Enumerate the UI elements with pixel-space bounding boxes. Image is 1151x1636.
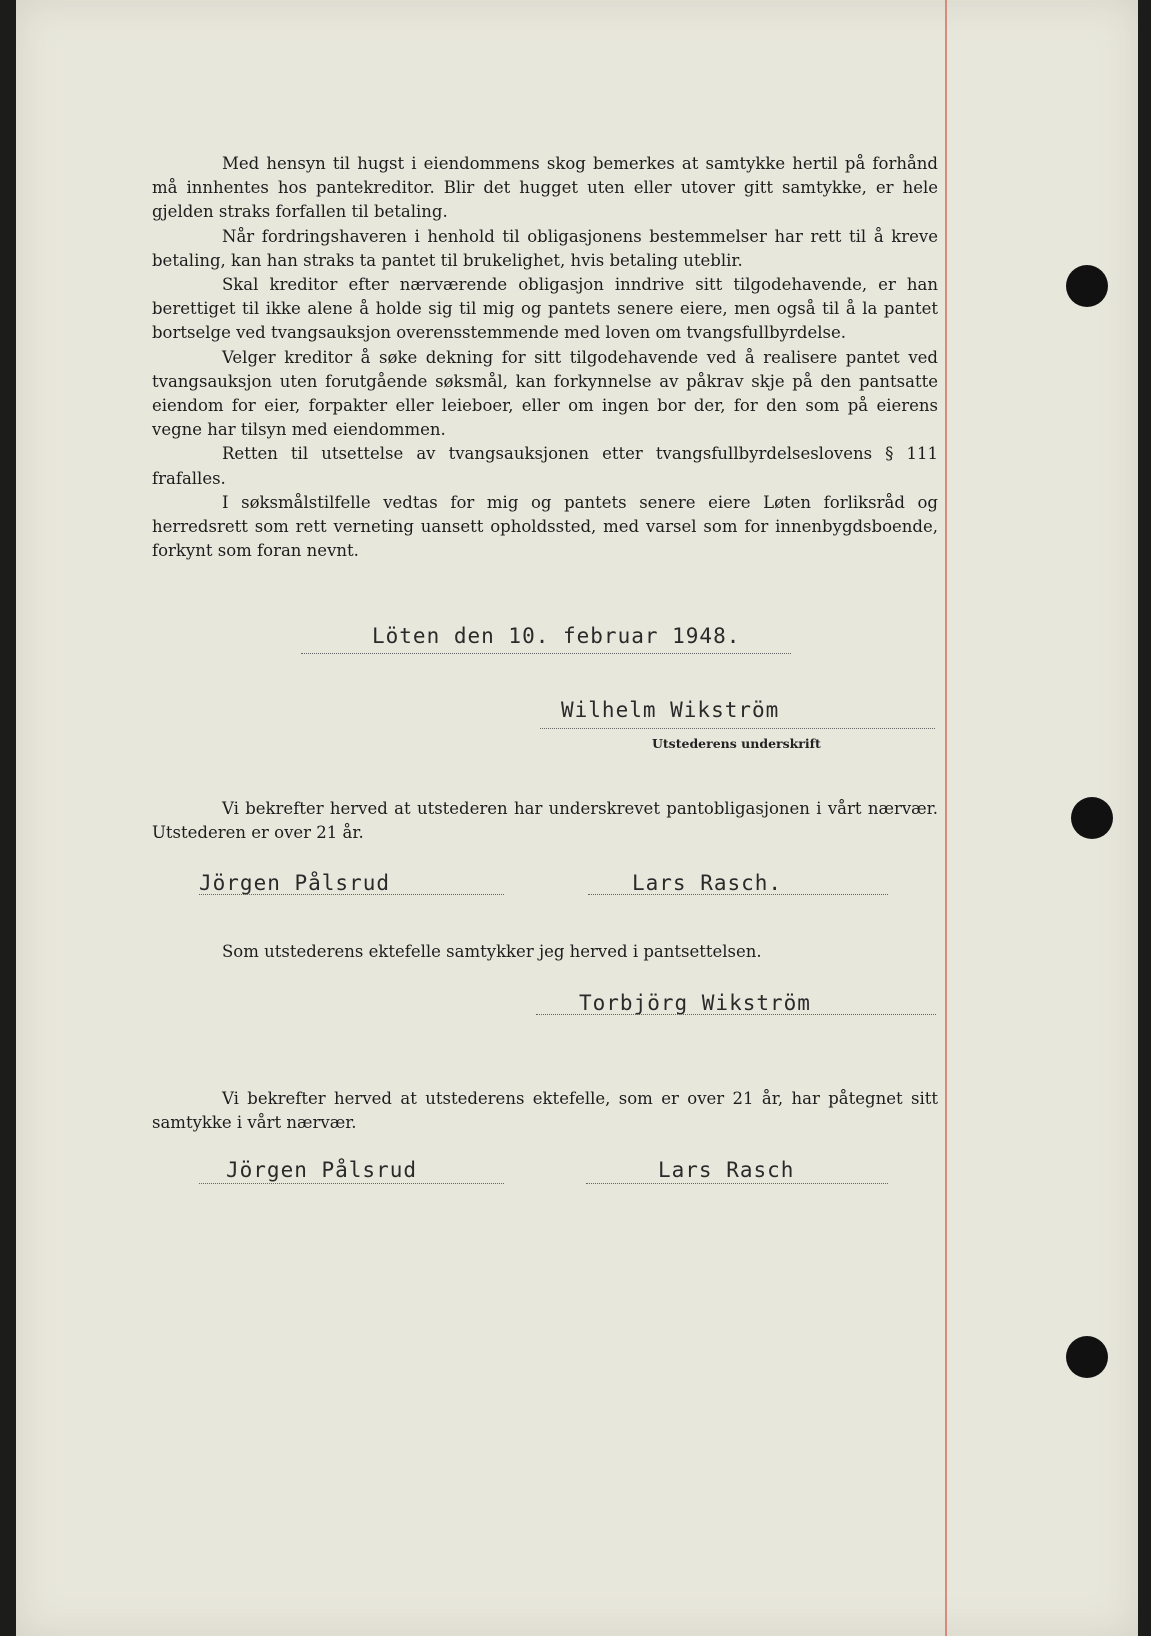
paragraph-venue: I søksmålstilfelle vedtas for mig og pantets senere eiere Løten forliksråd og herredsrett som rett verneting uansett opholdssted, med varsel som for innenbygdsboende, forkynt som foran nevnt. [152,492,938,561]
witness-2a-line [199,1183,504,1184]
issuer-signature-line [540,728,935,729]
obligation-terms [152,152,938,563]
spouse-signature: Torbjörg Wikström [579,991,811,1015]
punch-hole-top [1066,265,1108,307]
witness-2a-signature: Jörgen Pålsrud [226,1158,418,1182]
issuer-caption: Utstederens underskrift [652,736,821,751]
witness-2b-signature: Lars Rasch [658,1158,795,1182]
paragraph-postponement: Retten til utsettelse av tvangsauksjonen etter tvangsfullbyrdelseslovens § 111 frafalles. [152,444,938,488]
red-margin-line [945,0,947,1636]
witness-1b-signature: Lars Rasch. [632,871,783,895]
place-date-line [301,653,791,654]
witness-statement-2: Vi bekrefter herved at utstederens ektefelle, som er over 21 år, har påtegnet sitt samtykke i vårt nærvær. [152,1089,938,1133]
paragraph-payment: Når fordringshaveren i henhold til obligasjonens bestemmelser har rett til å kreve betaling, kan han straks ta pantet til brukelighet, hvis betaling uteblir. [152,226,938,270]
paragraph-auction: Velger kreditor å søke dekning for sitt tilgodehavende ved å realisere pantet ved tvangsauksjon uten forutgående søksmål, kan forkynnelse av påkrav skje på den pantsatte eiendom for eier, forpakter eller leieboer, eller om ingen bor der, for den som på eierens vegne har tilsyn med eiendommen. [152,347,938,440]
punch-hole-middle [1071,797,1113,839]
witness-1a-signature: Jörgen Pålsrud [199,871,391,895]
witness-1b-line [588,894,888,895]
paragraph-logging: Med hensyn til hugst i eiendommens skog bemerkes at samtykke hertil på forhånd må innhentes hos pantekreditor. Blir det hugget uten eller utover gitt samtykke, er hele gjelden straks forfallen til betaling. [152,154,938,222]
witness-1a-line [199,894,504,895]
paragraph-enforcement: Skal kreditor efter nærværende obligasjon inndrive sitt tilgodehavende, er han berettiget til ikke alene å holde sig til mig og pantets senere eiere, men også til å la pantet bortselge ved tvangsauksjon overensstemmende med loven om tvangsfullbyrdelse. [152,275,938,343]
punch-hole-bottom [1066,1336,1108,1378]
spouse-signature-line [536,1014,936,1015]
spouse-statement: Som utstederens ektefelle samtykker jeg herved i pantsettelsen. [222,942,762,961]
witness-statement-1: Vi bekrefter herved at utstederen har underskrevet pantobligasjonen i vårt nærvær. Utstederen er over 21 år. [152,799,938,843]
place-date: Löten den 10. februar 1948. [372,624,741,648]
witness-2b-line [586,1183,888,1184]
issuer-signature: Wilhelm Wikström [561,698,780,722]
document-page [16,0,1138,1636]
